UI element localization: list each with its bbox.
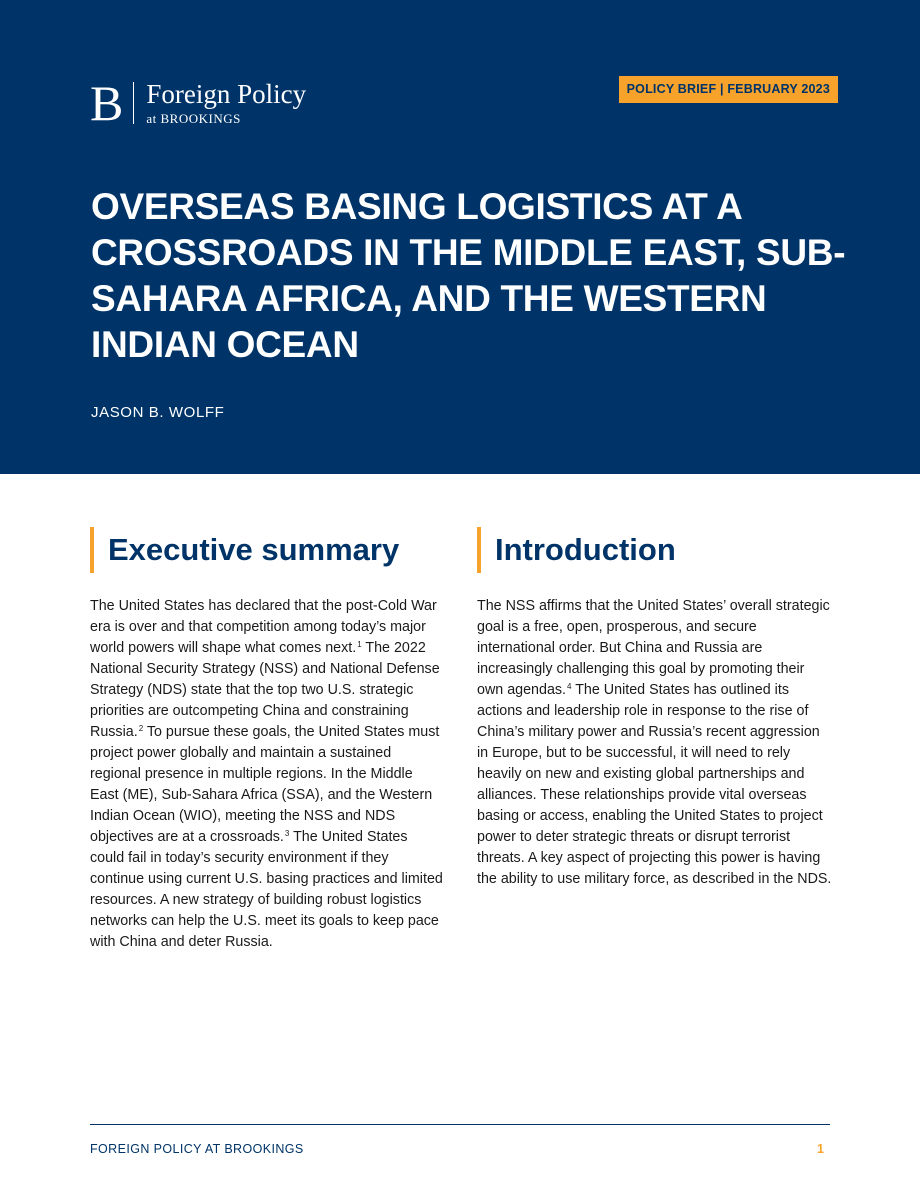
- executive-summary-section: [90, 527, 445, 953]
- footer-publication: FOREIGN POLICY AT BROOKINGS: [90, 1142, 304, 1156]
- brookings-logo[interactable]: [90, 75, 307, 131]
- sentence: The United States has declared that the post-Cold War era is over and that competition among today’s major world powers will shape what comes next.: [90, 598, 437, 656]
- sentence: To pursue these goals, the United States must project power globally and maintain a sustained regional presence in multiple regions. In the Middle East (ME), Sub-Sahara Africa (SSA), and the Western Indian Ocean (WIO), meeting the NSS and NDS objectives are at a crossroads.: [90, 724, 440, 845]
- executive-summary-heading: Executive summary: [90, 527, 445, 573]
- page-number: 1: [817, 1142, 824, 1156]
- cover-header: [0, 0, 920, 474]
- logo-letter: B: [90, 75, 124, 131]
- logo-main-text: Foreign Policy: [146, 79, 307, 109]
- introduction-heading: Introduction: [477, 527, 832, 573]
- sentence: The United States has outlined its actions and leadership role in response to the rise of China’s military power and Russia’s recent aggression in Europe, but to be successful, it will need to rely heavily on new and existing global partnerships and alliances. These relationships provide vital overseas basing or access, enabling the United States to project power to deter strategic threats or disrupt terrorist threats. A key aspect of projecting this power is having the ability to use military force, as described in the NDS.: [477, 682, 832, 887]
- footnote-ref-1[interactable]: 1: [357, 640, 362, 649]
- footnote-ref-2[interactable]: 2: [138, 724, 144, 733]
- policy-brief-badge: POLICY BRIEF | FEBRUARY 2023: [619, 76, 838, 103]
- sentence: The NSS affirms that the United States’ overall strategic goal is a free, open, prosperous, and secure international order. But China and Russia are increasingly challenging this goal by promoting their own agendas.: [477, 598, 830, 698]
- executive-summary-text: [90, 596, 445, 953]
- sentence: The United States could fail in today’s security environment if they continue using current U.S. basing practices and limited resources. A new strategy of building robust logistics networks can help the U.S. meet its goals to keep pace with China and deter Russia.: [90, 829, 443, 950]
- introduction-text: [477, 596, 832, 890]
- logo-text: [146, 80, 306, 127]
- logo-divider: [133, 82, 134, 124]
- footnote-ref-4[interactable]: 4: [567, 682, 572, 691]
- author-name: JASON B. WOLFF: [91, 404, 225, 421]
- footer-divider: [90, 1124, 830, 1125]
- footnote-ref-3[interactable]: 3: [284, 829, 290, 838]
- sentence: The 2022 National Security Strategy (NSS) and National Defense Strategy (NDS) state that the top two U.S. strategic priorities are outcompeting China and constraining Russia.: [90, 640, 440, 740]
- logo-sub-text: at BROOKINGS: [146, 111, 241, 126]
- page-title: OVERSEAS BASING LOGISTICS AT A CROSSROADS IN THE MIDDLE EAST, SUB-SAHARA AFRICA, AND THE WESTERN INDIAN OCEAN: [91, 186, 846, 365]
- introduction-section: [477, 527, 832, 890]
